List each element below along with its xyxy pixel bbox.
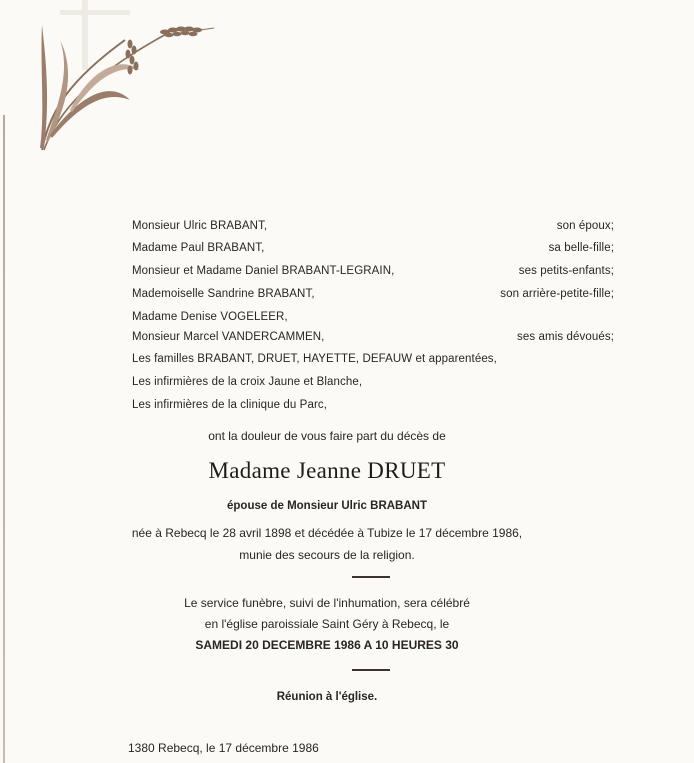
mourner-name: Monsieur et Madame Daniel BRABANT-LEGRAIN, (132, 265, 395, 277)
mourner-relation: son époux; (556, 220, 614, 232)
divider (352, 576, 390, 578)
mourner-relation: son arrière-petite-fille; (500, 288, 614, 300)
life-dates: née à Rebecq le 28 avril 1898 et décédée à Tubize le 17 décembre 1986, (131, 526, 523, 540)
sacraments-line: munie des secours de la religion. (239, 548, 415, 562)
service-line-2: en l'église paroissiale Saint Géry à Rebecq, le (204, 617, 450, 631)
meeting-note: Réunion à l'église. (276, 691, 378, 703)
announcement-intro: ont la douleur de vous faire part du décès de (208, 429, 446, 443)
mourner-name: Monsieur Marcel VANDERCAMMEN, (132, 331, 325, 343)
place-and-date: 1380 Rebecq, le 17 décembre 1986 (128, 741, 319, 755)
mourner-name: Les infirmières de la clinique du Parc, (132, 399, 328, 411)
mourner-relation: ses amis dévoués; (517, 331, 614, 343)
mourner-name: Les familles BRABANT, DRUET, HAYETTE, DEFAUW et apparentées, (132, 353, 497, 365)
mourner-name: Mademoiselle Sandrine BRABANT, (132, 288, 315, 300)
service-block (0, 593, 674, 656)
divider (352, 669, 390, 671)
life-dates-block (0, 522, 674, 566)
wheat-ornament-icon (30, 0, 220, 155)
deceased-name: Madame Jeanne DRUET (208, 458, 446, 483)
mourner-name: Madame Paul BRABANT, (132, 242, 265, 254)
mourner-name: Monsieur Ulric BRABANT, (132, 220, 268, 232)
mourner-name: Les infirmières de la croix Jaune et Blanche, (132, 376, 363, 388)
mourner-relation: ses petits-enfants; (518, 265, 614, 277)
service-datetime: SAMEDI 20 DECEMBRE 1986 A 10 HEURES 30 (195, 638, 459, 652)
mourner-relation: sa belle-fille; (548, 242, 614, 254)
service-line-1: Le service funèbre, suivi de l'inhumation, sera célébré (184, 596, 470, 610)
mourner-name: Madame Denise VOGELEER, (132, 311, 288, 323)
spouse-line: épouse de Monsieur Ulric BRABANT (227, 500, 427, 512)
